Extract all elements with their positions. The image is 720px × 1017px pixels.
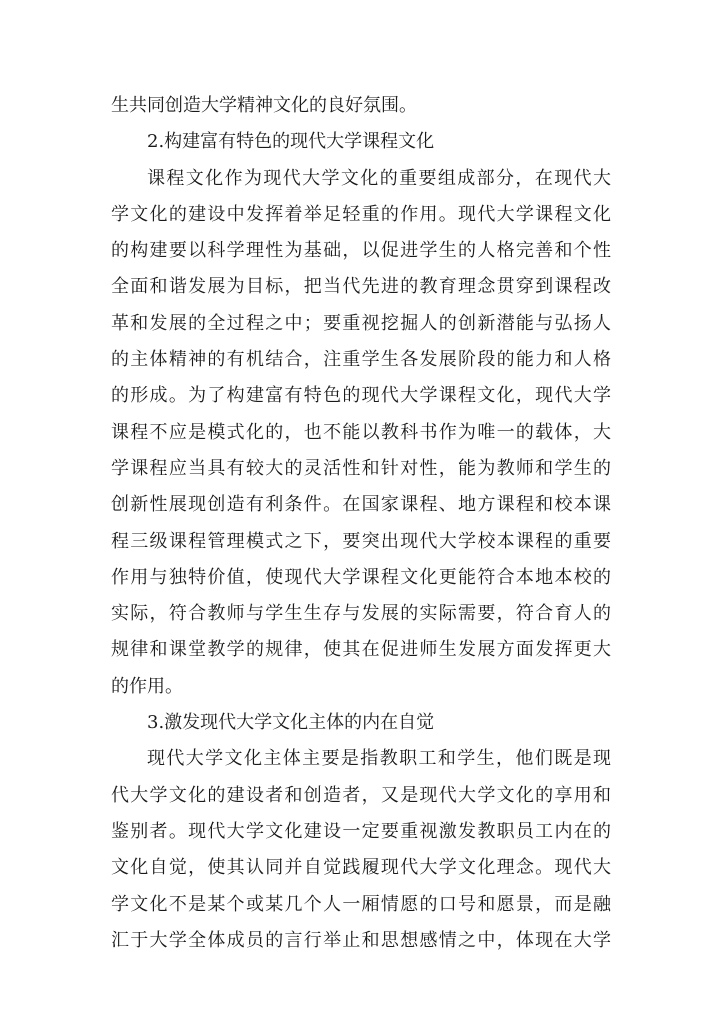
text-line: 学课程应当具有较大的灵活性和针对性，能为教师和学生的 <box>111 457 611 479</box>
text-line: 作用与独特价值，使现代大学课程文化更能符合本地本校的 <box>111 566 611 588</box>
text-line: 鉴别者。现代大学文化建设一定要重视激发教职员工内在的 <box>111 820 611 842</box>
section-heading: 3.激发现代大学文化主体的内在自觉 <box>147 712 435 734</box>
text-line: 代大学文化的建设者和创造者，又是现代大学文化的享用和 <box>111 784 611 806</box>
text-line: 课程不应是模式化的，也不能以教科书作为唯一的载体，大 <box>111 421 611 443</box>
text-line: 学文化不是某个或某几个人一厢情愿的口号和愿景，而是融 <box>111 893 611 915</box>
section-heading: 2.构建富有特色的现代大学课程文化 <box>147 131 435 153</box>
text-line: 生共同创造大学精神文化的良好氛围。 <box>111 95 417 116</box>
text-line: 实际，符合教师与学生生存与发展的实际需要，符合育人的 <box>111 603 611 625</box>
paragraph-first-line: 课程文化作为现代大学文化的重要组成部分，在现代大 <box>147 167 611 189</box>
text-line: 的主体精神的有机结合，注重学生各发展阶段的能力和人格 <box>111 349 611 371</box>
text-line: 的作用。 <box>111 675 183 697</box>
text-line: 汇于大学全体成员的言行举止和思想感情之中，体现在大学 <box>111 929 611 951</box>
text-line: 的形成。为了构建富有特色的现代大学课程文化，现代大学 <box>111 385 611 407</box>
paragraph-first-line: 现代大学文化主体主要是指教职工和学生，他们既是现 <box>147 748 611 770</box>
text-line: 创新性展现创造有利条件。在国家课程、地方课程和校本课 <box>111 494 611 516</box>
document-page <box>111 88 611 959</box>
text-line: 文化自觉，使其认同并自觉践履现代大学文化理念。现代大 <box>111 857 611 879</box>
text-line: 革和发展的全过程之中；要重视挖掘人的创新潜能与弘扬人 <box>111 312 611 334</box>
text-line: 学文化的建设中发挥着举足轻重的作用。现代大学课程文化 <box>111 203 611 225</box>
text-line: 规律和课堂教学的规律，使其在促进师生发展方面发挥更大 <box>111 639 611 661</box>
text-line: 的构建要以科学理性为基础，以促进学生的人格完善和个性 <box>111 240 611 262</box>
text-line: 全面和谐发展为目标，把当代先进的教育理念贯穿到课程改 <box>111 276 611 298</box>
text-line: 程三级课程管理模式之下，要突出现代大学校本课程的重要 <box>111 530 611 552</box>
